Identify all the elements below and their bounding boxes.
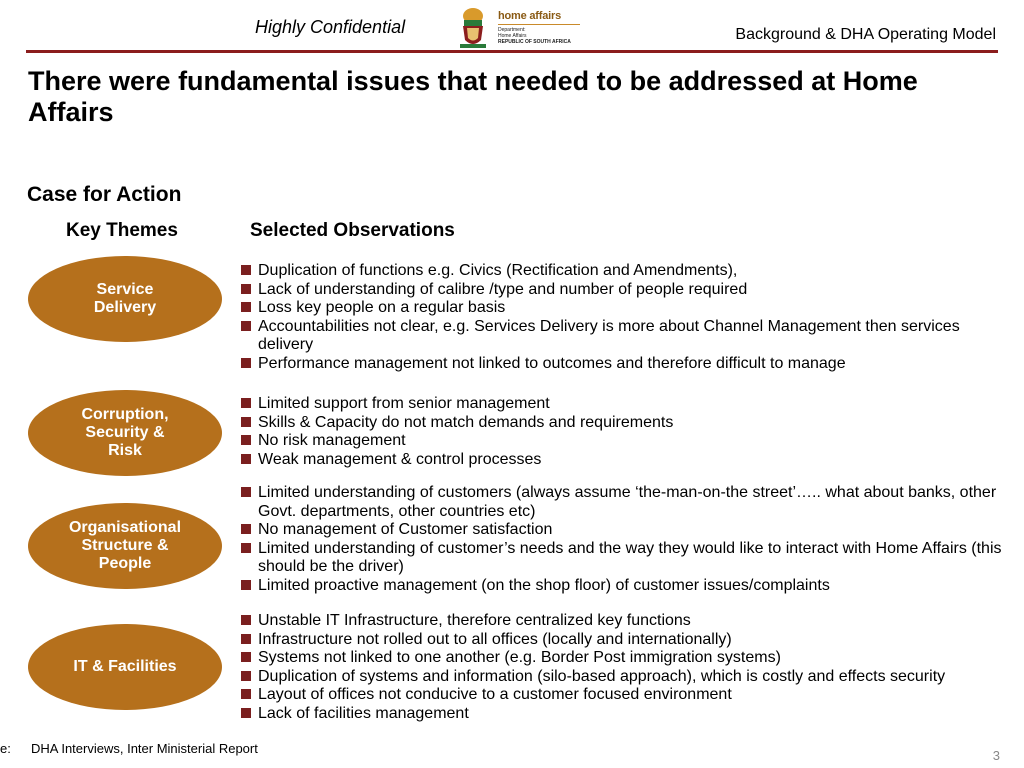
observation-text: Limited support from senior management	[258, 395, 550, 412]
bullet-icon	[241, 524, 251, 534]
theme-label: Service Delivery	[93, 281, 157, 316]
bullet-icon	[241, 435, 251, 445]
observation-text: Accountabilities not clear, e.g. Services Delivery is more about Channel Management then services delivery	[258, 317, 960, 353]
theme-organisational-structure-people	[28, 503, 222, 589]
list-item	[241, 355, 1006, 374]
list-item	[241, 705, 1006, 724]
observation-text: Limited understanding of customers (always assume ‘the-man-on-the street’….. what about banks, other Govt. departments, other countries etc)	[258, 484, 997, 520]
observation-list-service-delivery	[241, 262, 1006, 373]
logo-line-3: REPUBLIC OF SOUTH AFRICA	[498, 39, 571, 45]
page-number: 3	[992, 748, 1000, 763]
observation-text: No risk management	[258, 432, 406, 449]
list-item	[241, 414, 1006, 433]
list-item	[241, 649, 1006, 668]
section-label: Background & DHA Operating Model	[735, 26, 996, 43]
list-item	[241, 631, 1006, 650]
source-label: e:	[0, 741, 11, 756]
theme-it-facilities	[28, 624, 222, 710]
bullet-icon	[241, 398, 251, 408]
list-item	[241, 262, 1006, 281]
observation-text: Lack of facilities management	[258, 704, 469, 722]
bullet-icon	[241, 358, 251, 368]
observation-text: Skills & Capacity do not match demands and requirements	[258, 413, 674, 431]
bullet-icon	[241, 487, 251, 497]
theme-service-delivery	[28, 256, 222, 342]
list-item	[241, 612, 1006, 631]
bullet-icon	[241, 454, 251, 464]
bullet-icon	[241, 689, 251, 699]
list-item	[241, 686, 1006, 705]
bullet-icon	[241, 543, 251, 553]
list-item	[241, 521, 1006, 540]
observation-text: Lack of understanding of calibre /type and number of people required	[258, 280, 748, 298]
list-item	[241, 432, 1006, 451]
observation-text: Infrastructure not rolled out to all offices (locally and internationally)	[258, 630, 732, 648]
page-title: There were fundamental issues that needed to be addressed at Home Affairs	[28, 66, 918, 127]
observation-text: Limited understanding of customer’s needs and the way they would like to interact with Home Affairs (this should be the driver)	[258, 539, 1002, 575]
logo-line-2: Home Affairs	[498, 33, 527, 39]
observation-text: Systems not linked to one another (e.g. Border Post immigration systems)	[258, 649, 781, 666]
theme-corruption-security-risk	[28, 390, 222, 476]
bullet-icon	[241, 615, 251, 625]
observation-list-corruption	[241, 395, 1006, 469]
bullet-icon	[241, 634, 251, 644]
bullet-icon	[241, 671, 251, 681]
logo-brand-text: home affairs	[498, 10, 562, 22]
list-item	[241, 540, 1006, 577]
list-item	[241, 451, 1006, 470]
observation-text: Weak management & control processes	[258, 450, 542, 468]
observation-text: Performance management not linked to outcomes and therefore difficult to manage	[258, 354, 846, 372]
bullet-icon	[241, 321, 251, 331]
list-item	[241, 395, 1006, 414]
list-item	[241, 484, 1006, 521]
observation-text: Unstable IT Infrastructure, therefore centralized key functions	[258, 612, 691, 629]
observation-text: No management of Customer satisfaction	[258, 521, 553, 538]
coat-of-arms-icon	[455, 6, 491, 50]
header-rule	[26, 50, 998, 53]
observation-text: Duplication of systems and information (silo-based approach), which is costly and effects security	[258, 667, 946, 685]
list-item	[241, 281, 1006, 300]
bullet-icon	[241, 284, 251, 294]
list-item	[241, 577, 1006, 596]
list-item	[241, 299, 1006, 318]
bullet-icon	[241, 708, 251, 718]
list-item	[241, 668, 1006, 687]
observation-text: Layout of offices not conducive to a customer focused environment	[258, 686, 732, 703]
theme-label: Organisational Structure & People	[68, 519, 182, 572]
page-subtitle: Case for Action	[27, 183, 182, 206]
observation-text: Loss key people on a regular basis	[258, 299, 506, 316]
theme-label: IT & Facilities	[73, 658, 177, 675]
logo-line-1: Department:	[498, 27, 526, 33]
logo-divider	[498, 24, 580, 25]
observation-text: Duplication of functions e.g. Civics (Rectification and Amendments),	[258, 262, 738, 279]
home-affairs-logo	[455, 6, 585, 50]
bullet-icon	[241, 302, 251, 312]
theme-label: Corruption, Security & Risk	[81, 406, 169, 459]
observation-list-organisational	[241, 484, 1006, 595]
bullet-icon	[241, 265, 251, 275]
confidential-label: Highly Confidential	[255, 17, 406, 37]
list-item	[241, 318, 1006, 355]
key-themes-heading: Key Themes	[66, 220, 178, 241]
observations-heading: Selected Observations	[250, 220, 455, 241]
source-text: DHA Interviews, Inter Ministerial Report	[31, 741, 258, 756]
bullet-icon	[241, 417, 251, 427]
bullet-icon	[241, 652, 251, 662]
bullet-icon	[241, 580, 251, 590]
observation-list-it-facilities	[241, 612, 1006, 723]
observation-text: Limited proactive management (on the shop floor) of customer issues/complaints	[258, 576, 830, 594]
